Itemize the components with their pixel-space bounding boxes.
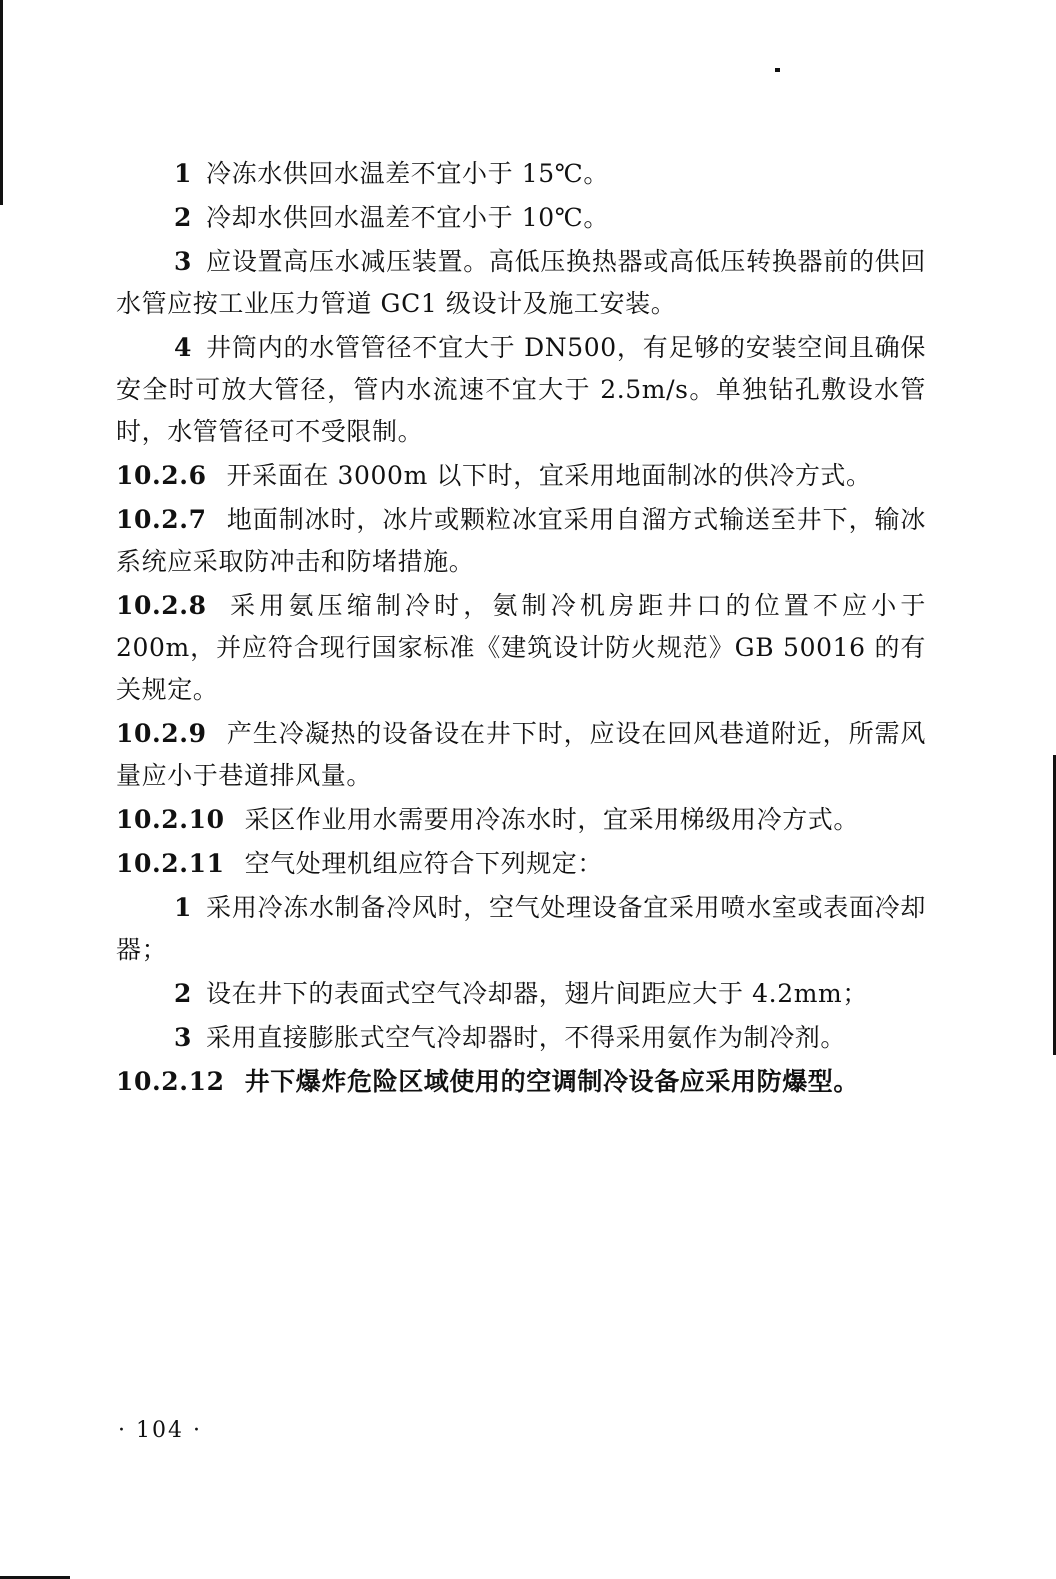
item-4 bbox=[116, 327, 926, 453]
clause-text: 地面制冰时，冰片或颗粒冰宜采用自溜方式输送至井下，输冰系统应采取防冲击和防堵措施。 bbox=[116, 505, 926, 576]
clause-10-2-6 bbox=[116, 455, 926, 497]
clause-number: 10.2.6 bbox=[116, 461, 207, 490]
item-text: 井筒内的水管管径不宜大于 DN500，有足够的安装空间且确保安全时可放大管径，管内水流速不宜大于 2.5m/s。单独钻孔敷设水管时，水管管径可不受限制。 bbox=[116, 333, 926, 446]
item-2 bbox=[116, 197, 926, 239]
clause-text: 开采面在 3000m 以下时，宜采用地面制冰的供冷方式。 bbox=[226, 461, 872, 490]
clause-10-2-10 bbox=[116, 799, 926, 841]
clause-10-2-8 bbox=[116, 585, 926, 711]
clause-number: 10.2.11 bbox=[116, 849, 225, 878]
scan-dot bbox=[775, 68, 780, 72]
clause-10-2-9 bbox=[116, 713, 926, 797]
item-text: 采用直接膨胀式空气冷却器时，不得采用氨作为制冷剂。 bbox=[206, 1023, 847, 1052]
item-text: 采用冷冻水制备冷风时，空气处理设备宜采用喷水室或表面冷却器； bbox=[116, 893, 926, 964]
clause-10-2-7 bbox=[116, 499, 926, 583]
item-number: 2 bbox=[174, 203, 192, 232]
item-1 bbox=[116, 153, 926, 195]
clause-number: 10.2.12 bbox=[116, 1067, 225, 1096]
item-number: 4 bbox=[174, 333, 192, 362]
item-text: 应设置高压水减压装置。高低压换热器或高低压转换器前的供回水管应按工业压力管道 GC1 级设计及施工安装。 bbox=[116, 247, 926, 318]
clause-text: 空气处理机组应符合下列规定： bbox=[244, 849, 603, 878]
subitem-2 bbox=[116, 973, 926, 1015]
clause-number: 10.2.8 bbox=[116, 591, 207, 620]
clause-number: 10.2.9 bbox=[116, 719, 207, 748]
clause-text: 采用氨压缩制冷时，氨制冷机房距井口的位置不应小于200m，并应符合现行国家标准《建筑设计防火规范》GB 50016 的有关规定。 bbox=[116, 591, 926, 704]
subitem-1 bbox=[116, 887, 926, 971]
item-number: 3 bbox=[174, 247, 192, 276]
item-number: 1 bbox=[174, 893, 192, 922]
item-3 bbox=[116, 241, 926, 325]
item-text: 冷冻水供回水温差不宜小于 15℃。 bbox=[206, 159, 609, 188]
clause-number: 10.2.10 bbox=[116, 805, 225, 834]
item-number: 3 bbox=[174, 1023, 192, 1052]
clause-10-2-12 bbox=[116, 1061, 926, 1103]
clause-number: 10.2.7 bbox=[116, 505, 207, 534]
page-number: · 104 · bbox=[118, 1418, 202, 1443]
clause-text: 采区作业用水需要用冷冻水时，宜采用梯级用冷方式。 bbox=[244, 805, 859, 834]
item-number: 1 bbox=[174, 159, 192, 188]
clause-10-2-11 bbox=[116, 843, 926, 885]
clause-text: 产生冷凝热的设备设在井下时，应设在回风巷道附近，所需风量应小于巷道排风量。 bbox=[116, 719, 926, 790]
clause-text: 井下爆炸危险区域使用的空调制冷设备应采用防爆型。 bbox=[244, 1067, 859, 1096]
subitem-3 bbox=[116, 1017, 926, 1059]
item-text: 冷却水供回水温差不宜小于 10℃。 bbox=[206, 203, 609, 232]
item-text: 设在井下的表面式空气冷却器，翅片间距应大于 4.2mm； bbox=[206, 979, 868, 1008]
page-body bbox=[116, 153, 926, 1105]
scan-edge-left bbox=[0, 0, 3, 205]
item-number: 2 bbox=[174, 979, 192, 1008]
